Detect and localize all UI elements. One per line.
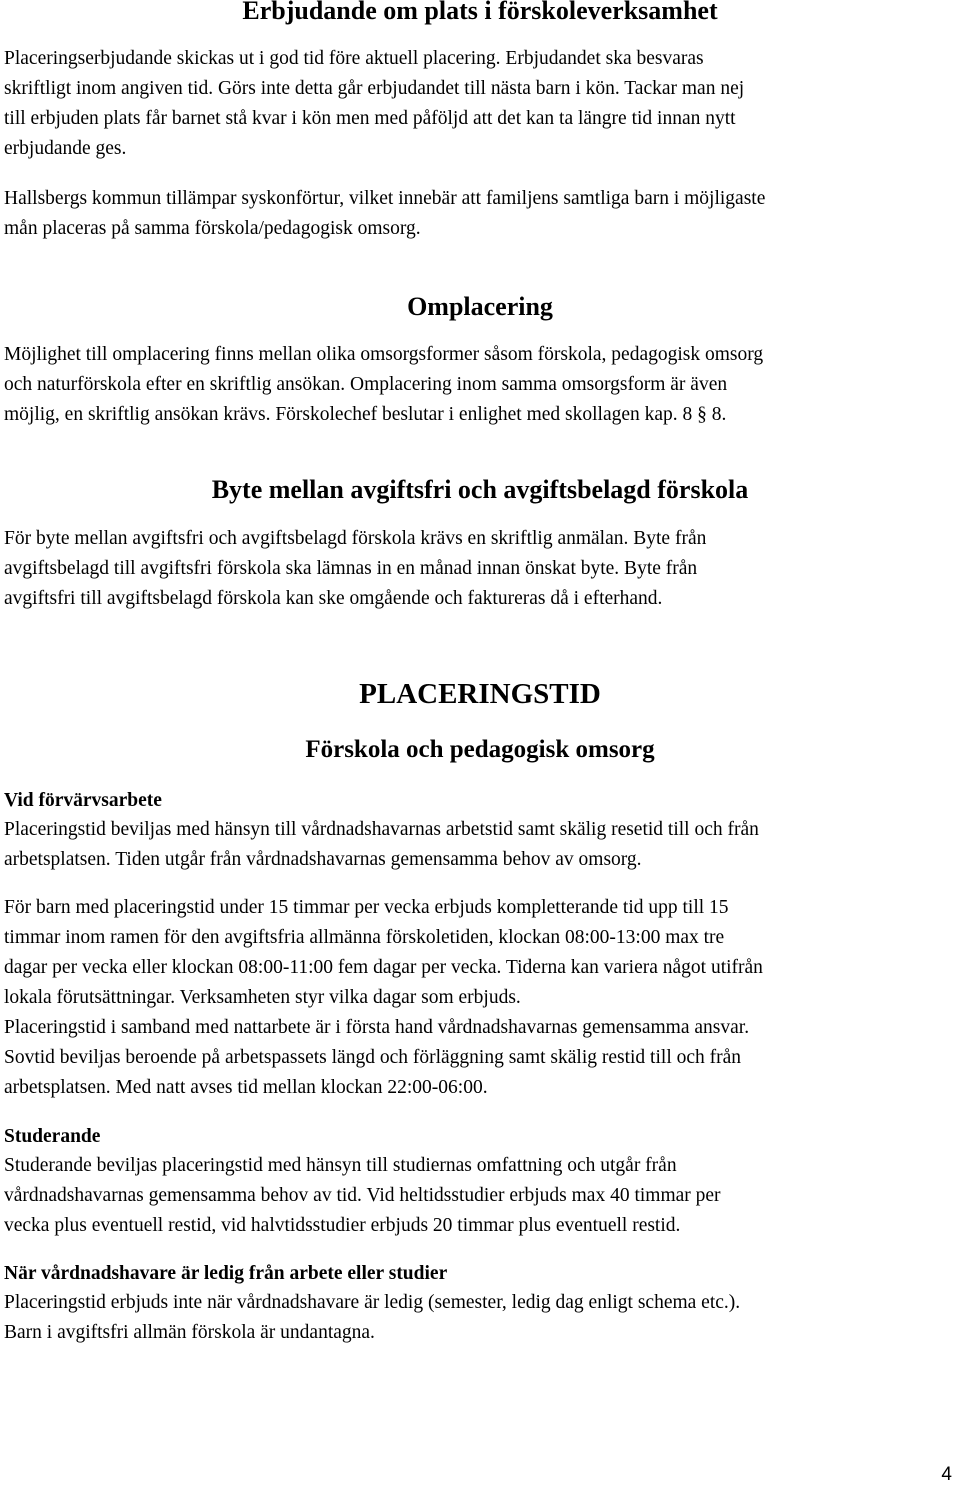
text-line: mån placeras på samma förskola/pedagogisk omsorg. <box>4 218 421 239</box>
ledig-label: När vårdnadshavare är ledig från arbete eller studier <box>4 1263 448 1284</box>
omplacering-heading: Omplacering <box>407 292 553 321</box>
text-line: dagar per vecka eller klockan 08:00-11:00 fem dagar per vecka. Tiderna kan variera något utifrån <box>4 957 763 978</box>
omplacering-paragraph <box>4 340 956 430</box>
text-line: Studerande beviljas placeringstid med hänsyn till studiernas omfattning och utgår från <box>4 1155 677 1176</box>
byte-paragraph <box>4 524 956 614</box>
erbjudande-paragraph-1 <box>4 44 956 164</box>
erbjudande-heading: Erbjudande om plats i förskoleverksamhet <box>242 0 718 25</box>
ledig-paragraph <box>4 1288 956 1348</box>
text-line: möjlig, en skriftlig ansökan krävs. Förskolechef beslutar i enlighet med skollagen kap. 8 § 8. <box>4 404 727 425</box>
studerande-label: Studerande <box>4 1126 101 1147</box>
forvarvsarbete-paragraph-2 <box>4 893 956 1103</box>
text-line: Sovtid beviljas beroende på arbetspassets längd och förläggning samt skälig restid till och från <box>4 1047 742 1068</box>
text-line: Barn i avgiftsfri allmän förskola är undantagna. <box>4 1322 375 1343</box>
text-line: avgiftsbelagd till avgiftsfri förskola ska lämnas in en månad innan önskat byte. Byte från <box>4 558 698 579</box>
text-line: timmar inom ramen för den avgiftsfria allmänna förskoletiden, klockan 08:00-13:00 max tre <box>4 927 725 948</box>
text-line: skriftligt inom angiven tid. Görs inte detta går erbjudandet till nästa barn i kön. Tackar man nej <box>4 78 745 99</box>
text-line: Hallsbergs kommun tillämpar syskonförtur, vilket innebär att familjens samtliga barn i möjligaste <box>4 188 766 209</box>
text-line: Placeringserbjudande skickas ut i god tid före aktuell placering. Erbjudandet ska besvaras <box>4 48 704 69</box>
placeringstid-subheading: Förskola och pedagogisk omsorg <box>305 736 655 763</box>
text-line: För byte mellan avgiftsfri och avgiftsbelagd förskola krävs en skriftlig anmälan. Byte från <box>4 528 707 549</box>
placeringstid-heading: PLACERINGSTID <box>359 678 601 710</box>
text-line: avgiftsfri till avgiftsbelagd förskola kan ske omgående och faktureras då i efterhand. <box>4 588 663 609</box>
text-line: och naturförskola efter en skriftlig ansökan. Omplacering inom samma omsorgsform är även <box>4 374 728 395</box>
forvarvsarbete-label: Vid förvärvsarbete <box>4 790 162 811</box>
text-line: Möjlighet till omplacering finns mellan olika omsorgsformer såsom förskola, pedagogisk omsorg <box>4 344 764 365</box>
studerande-paragraph <box>4 1151 956 1241</box>
byte-heading: Byte mellan avgiftsfri och avgiftsbelagd förskola <box>211 475 749 504</box>
text-line: Placeringstid beviljas med hänsyn till vårdnadshavarnas arbetstid samt skälig resetid till och från <box>4 819 759 840</box>
text-line: För barn med placeringstid under 15 timmar per vecka erbjuds kompletterande tid upp till 15 <box>4 897 729 918</box>
text-line: arbetsplatsen. Med natt avses tid mellan klockan 22:00-06:00. <box>4 1077 488 1098</box>
text-line: arbetsplatsen. Tiden utgår från vårdnadshavarnas gemensamma behov av omsorg. <box>4 849 642 870</box>
text-line: lokala förutsättningar. Verksamheten styr vilka dagar som erbjuds. <box>4 987 521 1008</box>
text-line: erbjudande ges. <box>4 138 127 159</box>
page-number: 4 <box>941 1464 952 1485</box>
erbjudande-paragraph-2 <box>4 184 956 244</box>
text-line: Placeringstid erbjuds inte när vårdnadshavare är ledig (semester, ledig dag enligt schema etc.). <box>4 1292 741 1313</box>
text-line: till erbjuden plats får barnet stå kvar i kön men med påföljd att det kan ta längre tid innan nytt <box>4 108 736 129</box>
text-line: vecka plus eventuell restid, vid halvtidsstudier erbjuds 20 timmar plus eventuell restid. <box>4 1215 681 1236</box>
text-line: Placeringstid i samband med nattarbete är i första hand vårdnadshavarnas gemensamma ansvar. <box>4 1017 750 1038</box>
forvarvsarbete-paragraph-1 <box>4 815 956 875</box>
text-line: vårdnadshavarnas gemensamma behov av tid. Vid heltidsstudier erbjuds max 40 timmar per <box>4 1185 721 1206</box>
